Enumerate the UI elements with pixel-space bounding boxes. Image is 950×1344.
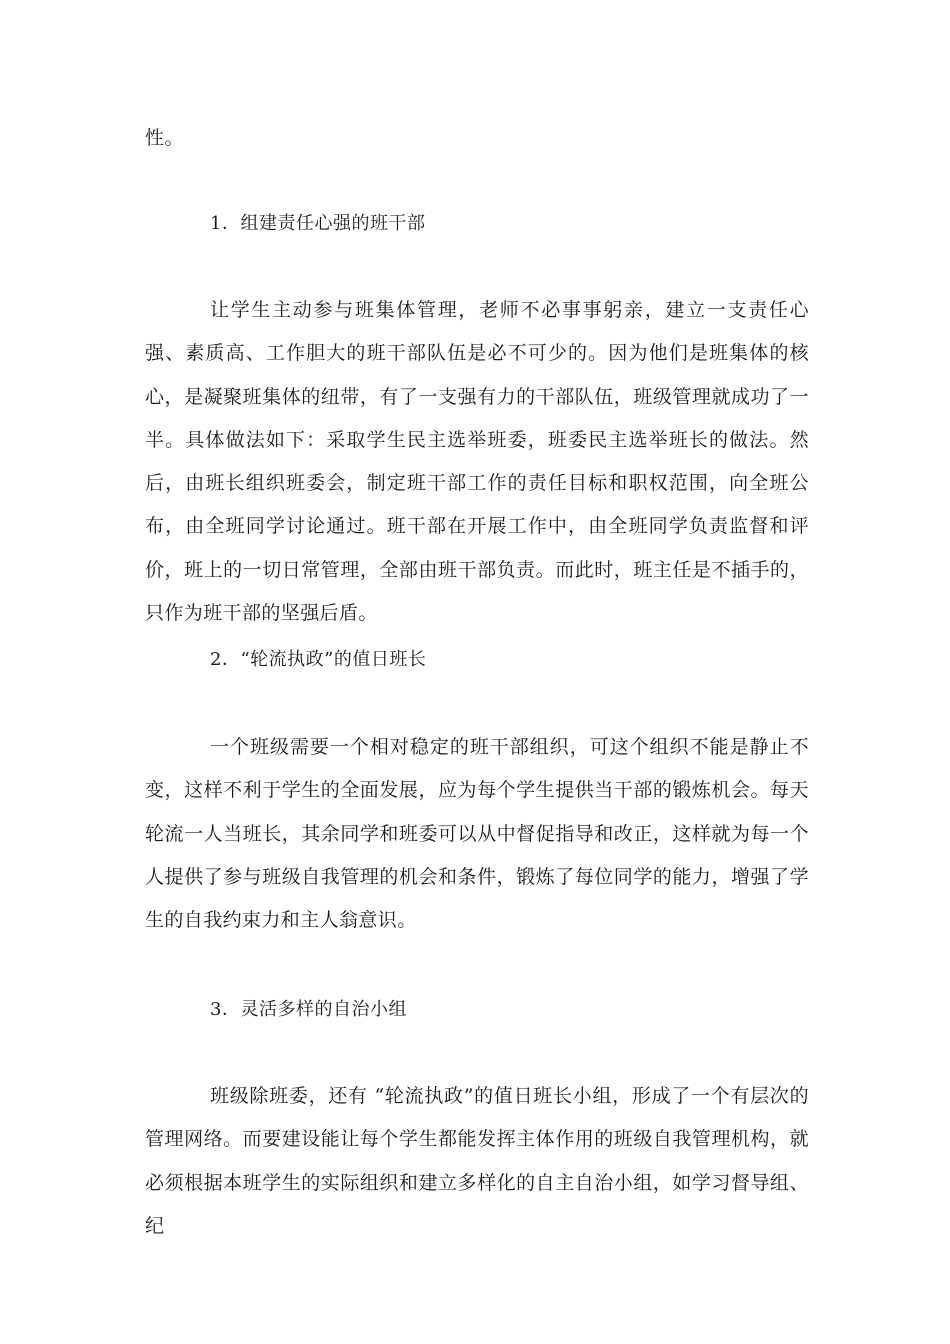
section-paragraph-1: 让学生主动参与班集体管理，老师不必事事躬亲，建立一支责任心强、素质高、工作胆大的班干部队伍是必不可少的。因为他们是班集体的核心，是凝聚班集体的纽带，有了一支强有力的干部队伍，班级管理就成功了一半。具体做法如下：采取学生民主选举班委，班委民主选举班长的做法。然后，由班长组织班委会，制定班干部工作的责任目标和职权范围，向全班公布，由全班同学讨论通过。班干部在开展工作中，由全班同学负责监督和评价，班上的一切日常管理，全部由班干部负责。而此时，班主任是不插手的，只作为班干部的坚强后盾。 [145,299,809,625]
section-heading-1: 1．组建责任心强的班干部 [210,213,426,234]
section-heading-2: 2．“轮流执政”的值日班长 [210,649,427,670]
continuation-text: 性。 [145,127,185,149]
section-paragraph-2: 一个班级需要一个相对稳定的班干部组织，可这个组织不能是静止不变，这样不利于学生的全面发展，应为每个学生提供当干部的锻炼机会。每天轮流一人当班长，其余同学和班委可以从中督促指导和改正，这样就为每一个人提供了参与班级自我管理的机会和条件，锻炼了每位同学的能力，增强了学生的自我约束力和主人翁意识。 [145,736,809,932]
section-heading-3: 3．灵活多样的自治小组 [210,999,407,1020]
section-paragraph-3: 班级除班委，还有 “轮流执政”的值日班长小组，形成了一个有层次的管理网络。而要建设能让每个学生都能发挥主体作用的班级自我管理机构，就必须根据本班学生的实际组织和建立多样化的自主自治小组，如学习督导组、纪 [145,1085,809,1237]
